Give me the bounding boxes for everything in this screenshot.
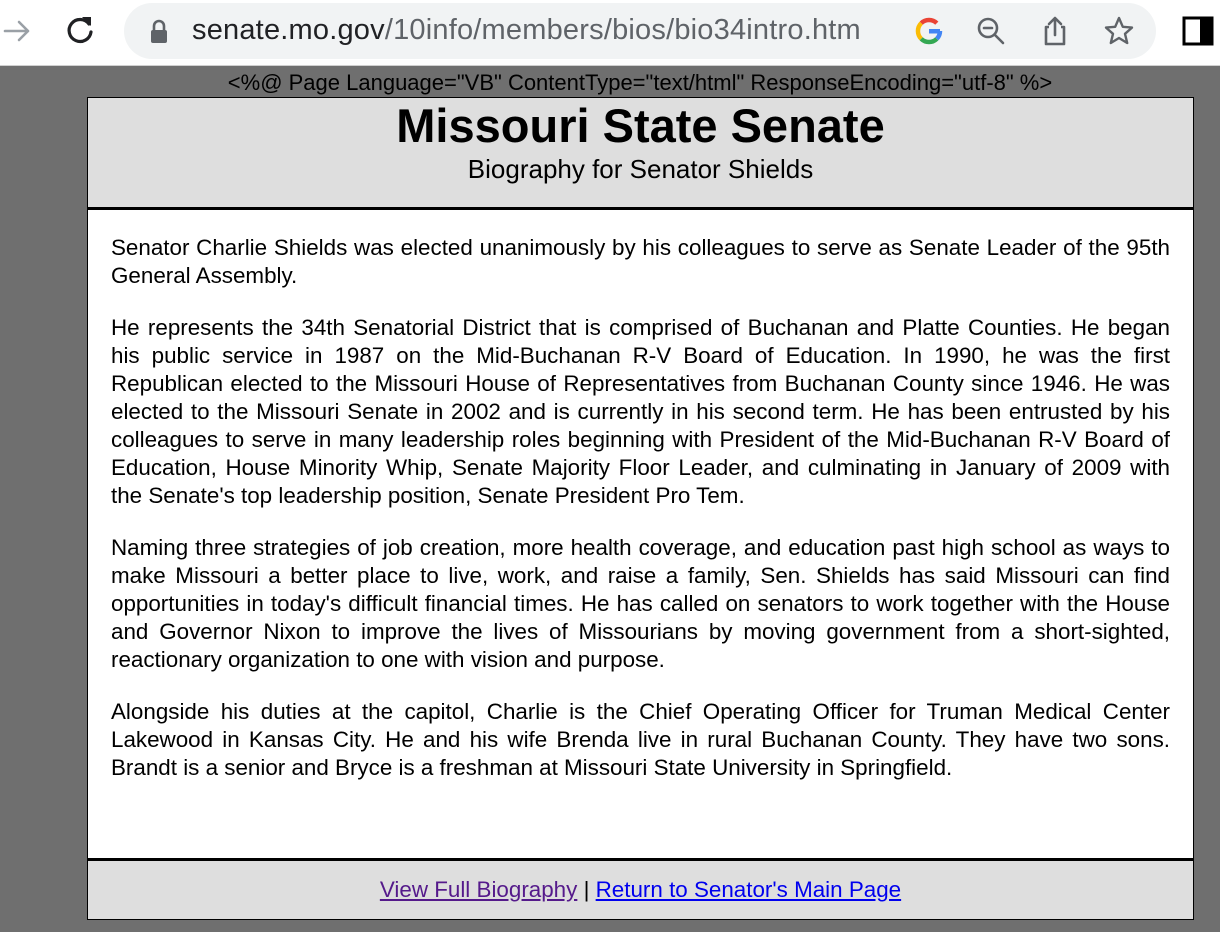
google-icon[interactable] — [912, 14, 946, 48]
bio-paragraph: Naming three strategies of job creation, more health coverage, and education past high school as ways to make Missouri a better place to live, work, and raise a family, Sen. Shields has said Missouri can find opportunities in today's difficult financial times. He has called on senators to work together with the House and Governor Nixon to improve the lives of Missourians by moving government from a short-sighted, reactionary organization to one with vision and purpose. — [111, 535, 1170, 672]
link-separator: | — [583, 877, 590, 902]
bio-frame — [87, 97, 1194, 920]
asp-directive-text: <%@ Page Language="VB" ContentType="text/html" ResponseEncoding="utf-8" %> — [227, 70, 1053, 95]
bio-paragraph: Alongside his duties at the capitol, Charlie is the Chief Operating Officer for Truman Medical Center Lakewood in Kansas City. He and his wife Brenda live in rural Buchanan County. They have two sons. Brandt is a senior and Bryce is a freshman at Missouri State University in Springfield. — [111, 699, 1170, 780]
lock-icon[interactable] — [148, 19, 170, 45]
star-icon[interactable] — [1102, 14, 1136, 48]
page-subtitle: Biography for Senator Shields — [467, 154, 814, 184]
zoom-icon[interactable] — [974, 14, 1008, 48]
url-path: /10info/members/bios/bio34intro.htm — [384, 14, 861, 46]
browser-toolbar — [0, 0, 1220, 66]
address-bar[interactable] — [124, 3, 1156, 59]
return-main-page-link[interactable]: Return to Senator's Main Page — [595, 877, 902, 902]
share-icon[interactable] — [1038, 14, 1072, 48]
page-footer — [88, 858, 1193, 919]
view-full-biography-link[interactable]: View Full Biography — [379, 877, 578, 902]
side-panel-icon[interactable] — [1180, 14, 1216, 48]
bio-content — [88, 210, 1193, 858]
bio-paragraph: He represents the 34th Senatorial District that is comprised of Buchanan and Platte Counties. He began his public service in 1987 on the Mid-Buchanan R-V Board of Education. In 1990, he was the first Republican elected to the Missouri House of Representatives from Buchanan County since 1946. He was elected to the Missouri Senate in 2002 and is currently in his second term. He has been entrusted by his colleagues to serve in many leadership roles beginning with President of the Mid-Buchanan R-V Board of Education, House Minority Whip, Senate Majority Floor Leader, and culminating in January of 2009 with the Senate's top leadership position, Senate President Pro Tem. — [111, 315, 1170, 508]
url-domain: senate.mo.gov — [192, 14, 385, 46]
forward-arrow-icon[interactable] — [2, 14, 32, 48]
url-text[interactable] — [192, 14, 861, 47]
page-title: Missouri State Senate — [396, 99, 885, 152]
reload-icon[interactable] — [62, 12, 98, 48]
page-header — [88, 98, 1193, 210]
bio-paragraph: Senator Charlie Shields was elected unanimously by his colleagues to serve as Senate Leader of the 95th General Assembly. — [111, 235, 1170, 288]
